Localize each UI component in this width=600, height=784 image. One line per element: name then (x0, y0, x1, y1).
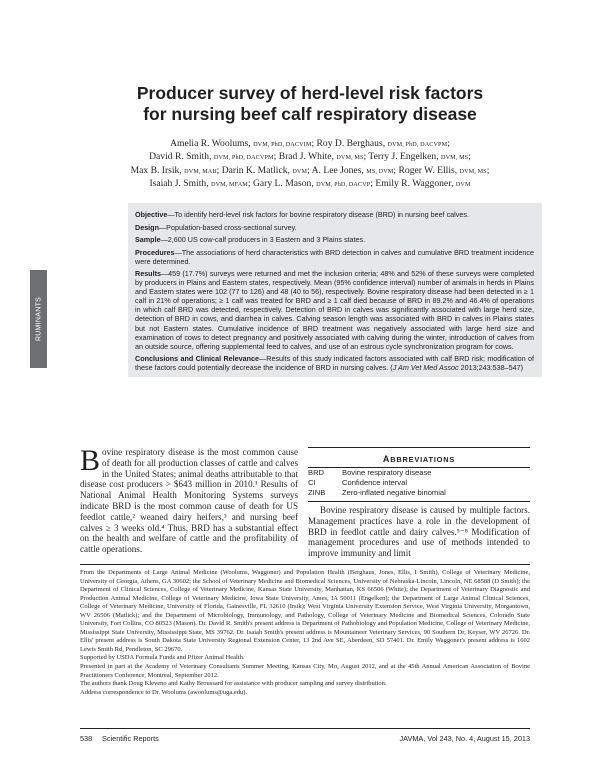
page-number: 538 (80, 734, 93, 743)
abstract-label: Results (135, 269, 161, 279)
abstract-procedures (135, 248, 534, 266)
abstract-results (135, 269, 534, 350)
author-degrees: DVM, MAB (184, 167, 217, 175)
abbreviations-divider (308, 501, 530, 502)
author-degrees: DVM, MFAM (211, 180, 248, 188)
footnote-support: Supported by USDA Formula Funds and Pfizer Animal Health. (80, 654, 245, 662)
body-paragraph: Bovine respiratory disease is caused by multiple factors. Management practices have a role in the development of BRD in feedlot cattle and dairy calves.⁵⁻⁸ Modification of management procedures and use of methods intended to improve immunity and limit (308, 505, 530, 559)
abstract-text: —2,600 US cow-calf producers in 3 Eastern and 3 Plains states. (160, 235, 366, 245)
abbreviation-row (308, 488, 530, 498)
author-line (70, 138, 550, 151)
heading-rest: BBREVIATIONS (390, 455, 456, 464)
abstract-text: —Results of this study indicated factors associated with calf BRD risk; modification of these factors could potentially decrease the incidence of BRD in nursing calves. (135, 354, 535, 373)
abstract-text: —Population-based cross-sectional survey. (158, 222, 297, 232)
abstract-text: —459 (17.7%) surveys were returned and met the inclusion criteria; 48% and 52% of these surveys were completed by producers in Plains and Eastern states, respectively. Mean (95% confidence interval) number of animals in herds in Plains and Eastern states were 102 (77 to 126) and 48 (40 to 56), respectively. Bovine respiratory disease had been detected in ≥ 1 calf in 21% of operations; ≥ 1 calf was treated for BRD and ≥ 1 calf died because of BRD in 89.2% and 46.4% of operations in which calf BRD was detected, respectively. Detection of BRD in calves was significantly associated with large herd size, detection of BRD in cows, and diarrhea in calves. Calving season length was associated with BRD in calves in Plains states but not Eastern states. Cumulative incidence of BRD treatment was negatively associated with large herd size and examination of cows to detect pregnancy and positively associated with calving during the winter, introduction of calves from an outside source, offering supplemental feed to calves, and use of an estrous cycle synchronization program for cows. (135, 269, 534, 351)
drop-cap: B (80, 444, 101, 477)
author-separator: ; (311, 138, 317, 149)
abstract-label: Objective (135, 210, 168, 219)
intro-text: ovine respiratory disease is the most common cause of death for all production classes of cattle and calves in the United States; animal deaths attributable to that disease cost producers > $643 million in 2010.¹ Results of National Animal Health Monitoring Systems surveys indicate BRD is the most common cause of death for US feedlot cattle,² weaned dairy heifers,³ and nursing beef calves ≥ 3 weeks old.⁴ Thus, BRD has a substantial effect on the health and welfare of cattle and the profitability of cattle operations. (80, 447, 298, 555)
title-line-2: for nursing beef calf respiratory disease (143, 104, 477, 124)
author-list (70, 138, 550, 191)
footnote-presented: Presented in part at the Academy of Veterinary Consultants Summer Meeting, Kansas City, Mo, August 2012, and at the 45th Annual American Association of Bovine Practitioners Conference, Montreal, September 2012. (80, 663, 530, 679)
author-separator: ; (393, 164, 399, 176)
author-line (70, 165, 550, 178)
footnote-correspondence: Address correspondence to Dr. Woolums (awoolums@uga.edu). (80, 688, 248, 696)
author-separator: ; (216, 164, 222, 176)
section-tab (30, 270, 47, 368)
abbreviation-definition: Confidence interval (342, 478, 408, 488)
author-name: Gary L. Mason, (252, 177, 314, 189)
author-separator: ; (247, 177, 253, 189)
author-name: Brad J. White, (278, 151, 334, 163)
author-degrees: DVM, PhD, DACVPM (387, 141, 448, 148)
author-degrees: DVM, PhD, DACVP (316, 180, 371, 188)
abstract-box (128, 203, 542, 377)
author-degrees: DVM, PhD, DACVIM (253, 141, 312, 148)
abstract-label: Conclusions and Clinical Relevance (135, 354, 260, 364)
abbreviation-term: BRD (308, 468, 325, 477)
author-line (70, 178, 550, 191)
author-name: Roy D. Berghaus, (316, 138, 386, 149)
title-line-1: Producer survey of herd-level risk factors (136, 83, 484, 103)
abstract-label: Design (135, 222, 159, 232)
abbreviation-term: CI (308, 478, 316, 488)
abbreviations-heading (308, 447, 530, 468)
page-footer (80, 728, 530, 743)
abstract-text: —To identify herd-level risk factors for bovine respiratory disease (BRD) in nursing beef calves. (167, 210, 469, 219)
abstract-text: —The associations of herd characteristics with BRD detection in calves and cumulative BRD treatment incidence were determined. (135, 247, 534, 266)
abstract-design (135, 223, 534, 232)
author-degrees: MS, DVM (366, 167, 394, 175)
abstract-label: Procedures (135, 247, 175, 257)
author-degrees: DVM, MS (441, 154, 469, 162)
author-line (70, 151, 550, 164)
citation-open: ( (388, 363, 393, 373)
author-degrees: DVM (292, 167, 308, 175)
author-separator: ; (468, 151, 471, 163)
author-degrees: DVM (455, 180, 471, 188)
abstract-label: Sample (135, 235, 161, 245)
author-name: Emily R. Waggoner, (375, 177, 454, 189)
abstract-conclusions (135, 354, 534, 372)
author-name: Terry J. Engelken, (368, 151, 439, 163)
abbreviation-definition: Bovine respiratory disease (342, 468, 432, 477)
footnote-affiliations: From the Departments of Large Animal Medicine (Woolums, Waggoner) and Population Health (Berghaus, Jones, Ellis, I Smith), College of Veterinary Medicine, University of Georgia, Athens, GA 30602; the School of Veterinary Medicine and Biomedical Sciences, University of Nebraska-Lincoln, Lincoln, NE 68588 (D Smith); the Department of Clinical Sciences, College of Veterinary Medicine, Kansas State University, Manhattan, KS 66506 (White); the Department of Veterinary Diagnostic and Production Animal Medicine, College of Veterinary Medicine, Iowa State University, Ames, IA 50011 (Engelken); the Department of Large Animal Clinical Sciences, College of Veterinary Medicine, University of Florida, Gainesville, FL 32610 (Irsik); West Virginia University Extension Service, West Virginia University, Morgantown, WV 26506 (Matlick); and the Department of Microbiology, Immunology, and Pathology, College of Veterinary Medicine and Biomedical Sciences, Colorado State University, Fort Collins, CO 80523 (Mason). Dr. David R. Smith's present address is Department of Pathobiology and Population Medicine, College of Veterinary Medicine, Mississippi State University, Mississippi State, MS 39762. Dr. Isaiah Smith's present address is Mountaineer Veterinary Services, 90 Southern Dr, Keyser, WV 26726. Dr. Ellis' present address is South Dakota State University Regional Extension Center, 13 2nd Ave SE, Aberdeen, SD 57401. Dr. Emily Waggoner's present address is 1602 Lewis Smith Rd, Pendleton, SC 29670. (80, 569, 530, 653)
author-separator: ; (447, 138, 450, 149)
heading-initial: A (382, 454, 391, 464)
author-degrees: DVM, MS (459, 167, 487, 175)
section-name: Scientific Reports (102, 734, 159, 743)
author-separator: ; (273, 151, 279, 163)
citation-details: 2013;243:538–547) (458, 363, 523, 373)
author-degrees: DVM, MS (336, 154, 364, 162)
abbreviation-row (308, 468, 530, 478)
abbreviations-box (308, 447, 530, 502)
author-separator: ; (370, 177, 376, 189)
footnote-thanks: The authors thank Doug Kleveno and Kathy Broussard for assistance with producer sampling and survey distribution. (80, 680, 387, 688)
abbreviation-definition: Zero-inflated negative binomial (342, 488, 446, 498)
section-tab-label: RUMINANTS (35, 296, 42, 342)
intro-paragraph (80, 444, 298, 555)
author-name: A. Lee Jones, (311, 164, 364, 176)
author-name: Roger W. Ellis, (398, 164, 458, 176)
abbreviation-term: ZINB (308, 488, 326, 498)
abstract-sample (135, 235, 534, 244)
author-name: Amelia R. Woolums, (170, 138, 251, 149)
author-degrees: DVM, PhD, DACVPM (213, 154, 274, 162)
citation-journal: J Am Vet Med Assoc (392, 363, 459, 373)
abbreviation-row (308, 478, 530, 488)
author-name: Max B. Irsik, (130, 164, 182, 176)
abstract-objective (135, 210, 534, 219)
author-separator: ; (486, 164, 490, 176)
author-name: David R. Smith, (149, 151, 212, 163)
footnotes (80, 564, 530, 697)
article-title (70, 83, 550, 125)
author-name: Darin K. Matlick, (221, 164, 290, 176)
journal-citation: JAVMA, Vol 243, No. 4, August 15, 2013 (399, 734, 530, 743)
author-separator: ; (363, 151, 369, 163)
author-name: Isaiah J. Smith, (149, 177, 209, 189)
author-separator: ; (307, 164, 312, 176)
